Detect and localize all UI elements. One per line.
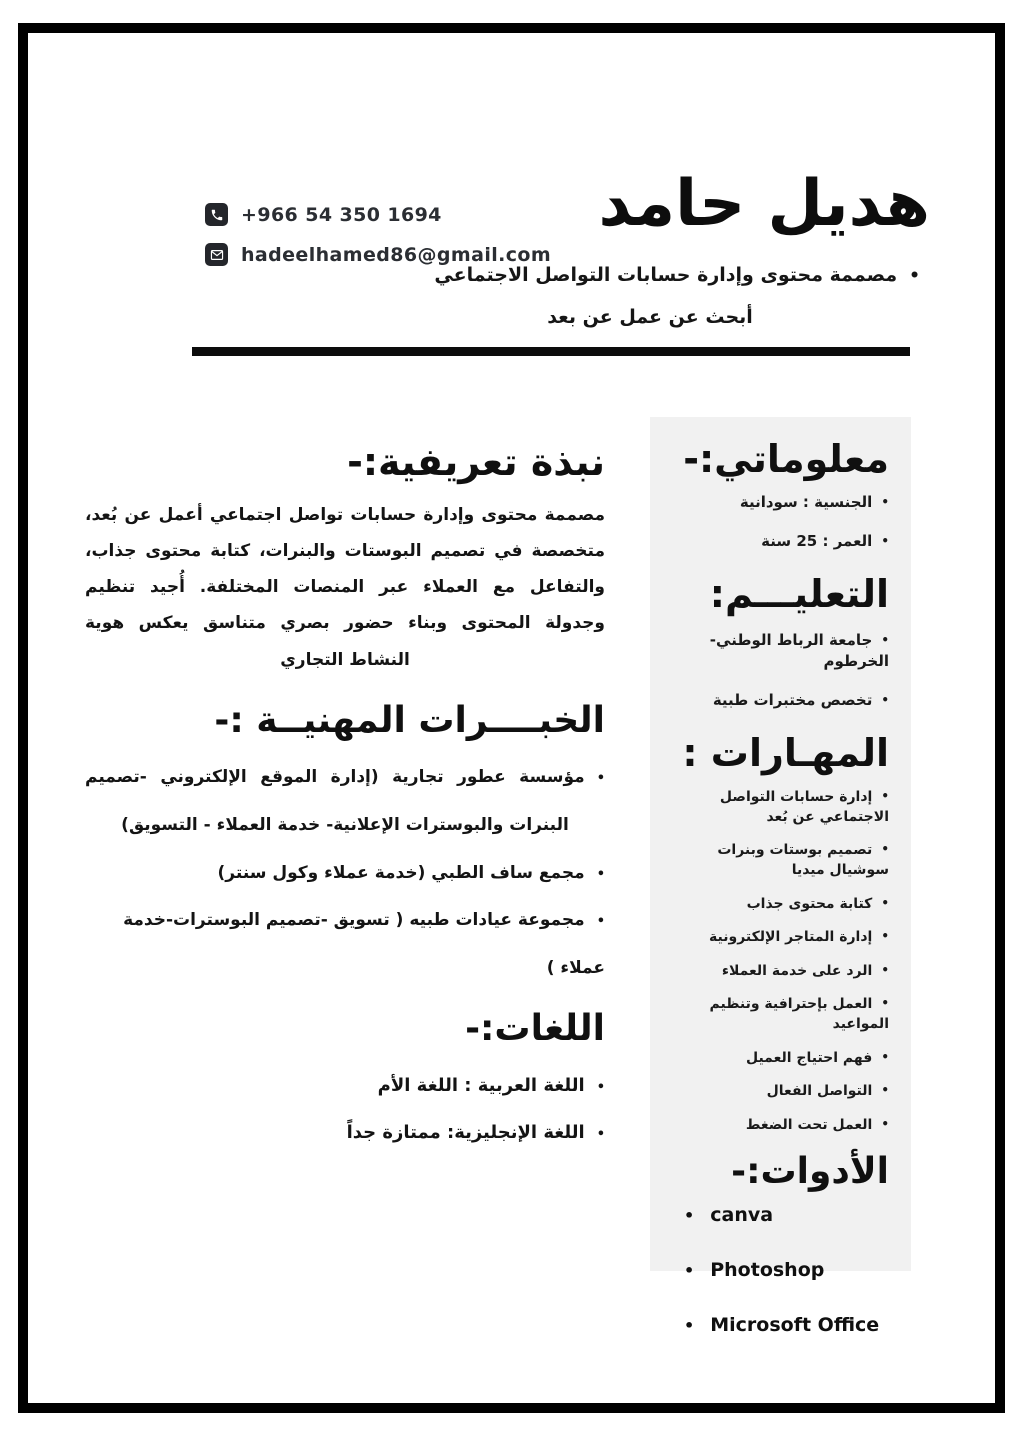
bullet-dot: • [909,266,920,286]
list-item: • canva [684,1204,889,1228]
list-item: • مجمع ساف الطبي (خدمة عملاء وكول سنتر) [85,850,605,898]
tagline-remote: أبحث عن عمل عن بعد [547,306,753,328]
section-title-skills: المهـارات : [682,730,889,775]
phone-number: +966 54 350 1694 [241,203,442,226]
list-item: • الرد على خدمة العملاء [666,962,889,982]
section-title-experience: الخبــــرات المهنيــة :- [214,699,605,741]
skills-list [666,788,889,1135]
list-item: • جامعة الرباط الوطني-الخرطوم [666,630,889,672]
section-title-about: نبذة تعريفية:- [347,440,605,484]
section-title-education: التعليـــم: [709,572,889,617]
tagline-text: مصممة محتوى وإدارة حسابات التواصل الاجتماعي [434,264,898,286]
list-item: • اللغة العربية : اللغة الأم [85,1063,605,1110]
list-item: • إدارة حسابات التواصل الاجتماعي عن بُعد [666,788,889,827]
list-item: • فهم احتياج العميل [666,1049,889,1069]
email-row [205,243,551,266]
about-paragraph: مصممة محتوى وإدارة حسابات تواصل اجتماعي أعمل عن بُعد، متخصصة في تصميم البوستات والبنرات، كتابة محتوى جذاب، والتفاعل مع العملاء عبر المنصات المختلفة. أُجيد تنظيم وجدولة المحتوى وبناء حضور بصري متناسق يعكس هوية النشاط التجاري [85,505,605,670]
list-item: • كتابة محتوى جذاب [666,895,889,915]
sidebar-panel [650,417,911,1336]
section-title-info: معلوماتي:- [683,437,889,481]
envelope-icon [205,243,228,266]
languages-list [85,1063,605,1157]
main-column [85,438,605,1157]
experience-list [85,754,605,992]
list-item: • تصميم بوستات وبنرات سوشيال ميديا [666,841,889,880]
list-item: • Photoshop [684,1259,889,1283]
section-title-languages: اللغات:- [465,1008,605,1050]
list-item: • العمر : 25 سنة [666,531,889,552]
list-item: • إدارة المتاجر الإلكترونية [666,928,889,948]
education-list [666,630,889,711]
phone-icon [205,203,228,226]
list-item: • اللغة الإنجليزية: ممتازة جداً [85,1110,605,1157]
list-item: • التواصل الفعال [666,1082,889,1102]
list-item: • الجنسية : سودانية [666,492,889,513]
list-item: • العمل تحت الضغط [666,1116,889,1136]
section-title-tools: الأدوات:- [731,1151,889,1193]
list-item: • تخصص مختبرات طبية [666,690,889,711]
list-item: • Microsoft Office [684,1314,889,1338]
header-divider [192,347,910,356]
tools-list [666,1204,889,1337]
tagline [434,264,920,286]
list-item: • العمل بإحترافية وتنظيم المواعيد [666,995,889,1034]
list-item: • مؤسسة عطور تجارية (إدارة الموقع الإلكتروني -تصميم البنرات والبوسترات الإعلانية- خدمة العملاء - التسويق) [85,754,605,849]
info-list [666,492,889,552]
phone-row [205,203,551,226]
list-item: • مجموعة عيادات طبيه ( تسويق -تصميم البوسترات-خدمة عملاء ) [85,897,605,992]
candidate-name: هديل حامد [598,167,930,241]
email-address: hadeelhamed86@gmail.com [241,243,552,266]
